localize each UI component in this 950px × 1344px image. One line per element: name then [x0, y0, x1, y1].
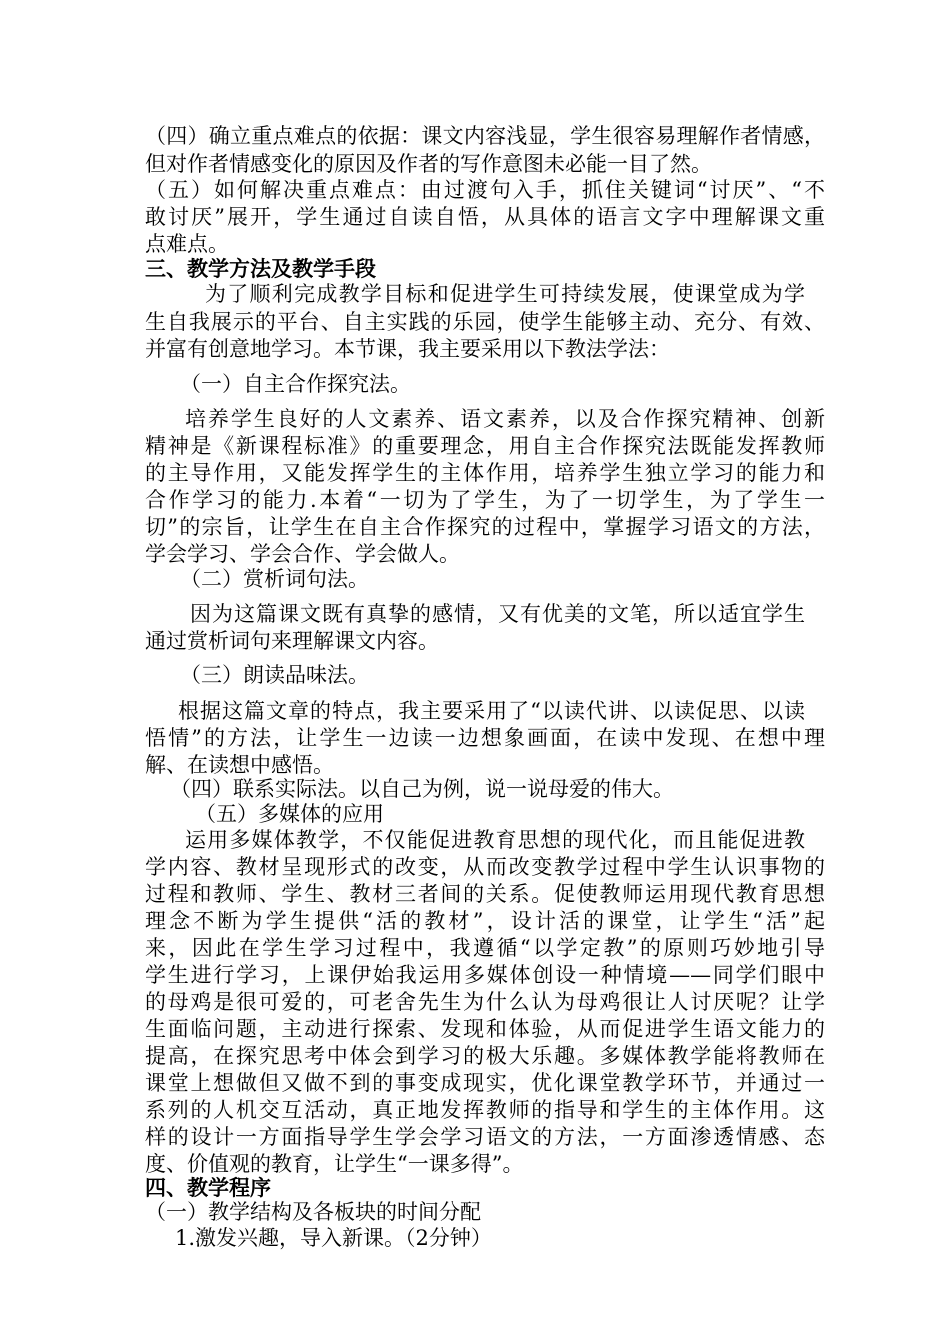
- text-line: 学会学习、学会合作、学会做人。: [145, 542, 460, 566]
- text-line: 学生进行学习，上课伊始我运用多媒体创设一种情境——同学们眼中: [145, 963, 825, 987]
- text-line: 生面临问题，主动进行探索、发现和体验，从而促进学生语文能力的: [145, 1017, 825, 1041]
- text-line: 点难点。: [145, 232, 229, 256]
- text-line: （四）确立重点难点的依据：课文内容浅显，学生很容易理解作者情感，: [145, 124, 825, 148]
- text-line: 的母鸡是很可爱的，可老舍先生为什么认为母鸡很让人讨厌呢？让学: [145, 990, 825, 1014]
- subsection-heading: （三）朗读品味法。: [180, 663, 369, 687]
- text-line: 解、在读想中感悟。: [145, 753, 334, 777]
- text-line: 度、价值观的教育，让学生“一课多得”。: [145, 1152, 524, 1176]
- text-line: 系列的人机交互活动，真正地发挥教师的指导和学生的主体作用。这: [145, 1098, 825, 1122]
- section-heading: 三、教学方法及教学手段: [145, 256, 376, 281]
- text-line: 提高，在探究思考中体会到学习的极大乐趣。多媒体教学能将教师在: [145, 1044, 825, 1068]
- text-line: 培养学生良好的人文素养、语文素养，以及合作探究精神、创新: [185, 407, 825, 431]
- text-line: 因为这篇课文既有真挚的感情，又有优美的文笔，所以适宜学生: [190, 602, 805, 626]
- subsection-heading: （二）赏析词句法。: [180, 567, 369, 591]
- subsection-heading: （一）自主合作探究法。: [180, 372, 411, 396]
- text-line: 生自我展示的平台、自主实践的乐园，使学生能够主动、充分、有效、: [145, 310, 825, 334]
- text-line: 根据这篇文章的特点，我主要采用了“以读代讲、以读促思、以读: [178, 699, 805, 723]
- text-line: 过程和教师、学生、教材三者间的关系。促使教师运用现代教育思想: [145, 882, 825, 906]
- text-line: 并富有创意地学习。本节课，我主要采用以下教法学法：: [145, 337, 670, 361]
- text-line: 课堂上想做但又做不到的事变成现实，优化课堂教学环节，并通过一: [145, 1071, 825, 1095]
- text-line: 通过赏析词句来理解课文内容。: [145, 629, 439, 653]
- text-line: 合作学习的能力.本着“一切为了学生，为了一切学生，为了学生一: [145, 488, 825, 512]
- text-line: 样的设计一方面指导学生学会学习语文的方法，一方面渗透情感、态: [145, 1125, 825, 1149]
- subsection-heading: （一）教学结构及各板块的时间分配: [145, 1200, 481, 1224]
- subsection-heading: （四）联系实际法。以自己为例，说一说母爱的伟大。: [170, 777, 674, 801]
- text-line: 理念不断为学生提供“活的教材”，设计活的课堂，让学生“活”起: [145, 909, 825, 933]
- text-line: 学内容、教材呈现形式的改变，从而改变教学过程中学生认识事物的: [145, 855, 825, 879]
- text-line: 切”的宗旨，让学生在自主合作探究的过程中，掌握学习语文的方法，: [145, 515, 825, 539]
- text-line: 来，因此在学生学习过程中，我遵循“以学定教”的原则巧妙地引导: [145, 936, 825, 960]
- text-line: 悟情”的方法，让学生一边读一边想象画面，在读中发现、在想中理: [145, 726, 825, 750]
- text-line: 的主导作用，又能发挥学生的主体作用，培养学生独立学习的能力和: [145, 461, 825, 485]
- list-item: 1.激发兴趣，导入新课。（2分钟）: [175, 1226, 492, 1250]
- subsection-heading: （五）多媒体的应用: [195, 802, 384, 826]
- text-line: 为了顺利完成教学目标和促进学生可持续发展，使课堂成为学: [205, 282, 805, 306]
- text-line: （五）如何解决重点难点：由过渡句入手，抓住关键词“讨厌”、“不: [145, 178, 825, 202]
- text-line: 精神是《新课程标准》的重要理念，用自主合作探究法既能发挥教师: [145, 434, 825, 458]
- text-line: 但对作者情感变化的原因及作者的写作意图未必能一目了然。: [145, 152, 712, 176]
- text-line: 运用多媒体教学，不仅能促进教育思想的现代化，而且能促进教: [185, 828, 805, 852]
- section-heading: 四、教学程序: [145, 1175, 271, 1200]
- text-line: 敢讨厌”展开，学生通过自读自悟，从具体的语言文字中理解课文重: [145, 205, 825, 229]
